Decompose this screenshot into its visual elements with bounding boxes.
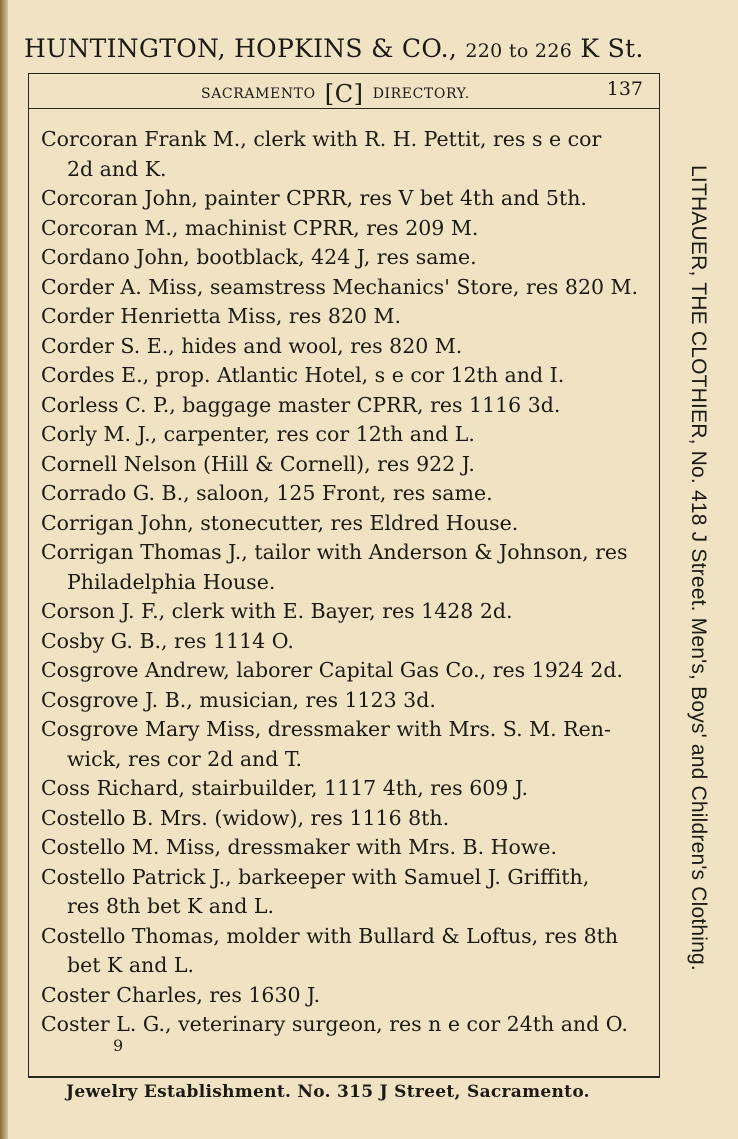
directory-entry-line: Cornell Nelson (Hill & Cornell), res 922 J.: [41, 451, 475, 476]
directory-entry-line: Cosgrove J. B., musician, res 1123 3d.: [41, 687, 436, 712]
entry-continuation-line: res 8th bet K and L.: [67, 894, 275, 918]
directory-entry-line: Costello Patrick J., barkeeper with Samuel J. Griffith,: [41, 864, 590, 889]
top-ad-name: HUNTINGTON, HOPKINS & CO.,: [24, 34, 458, 63]
directory-entry-line: Corder Henrietta Miss, res 820 M.: [41, 304, 402, 328]
directory-entry-line: Corcoran John, painter CPRR, res V bet 4th and 5th.: [41, 186, 587, 210]
entry-continuation-line: 2d and K.: [67, 156, 167, 181]
directory-entry-line: Corder S. E., hides and wool, res 820 M.: [41, 333, 463, 358]
directory-entries: [41, 125, 651, 1040]
directory-entry-line: Costello Thomas, molder with Bullard & Loftus, res 8th: [41, 923, 619, 948]
directory-entry-line: Corcoran Frank M., clerk with R. H. Pettit, res s e cor: [41, 127, 602, 151]
side-advertisement: LITHAUER, THE CLOTHIER, No. 418 J Street. Men's, Boys' and Children's Clothing.: [687, 165, 710, 971]
directory-entry-line: Corson J. F., clerk with E. Bayer, res 1428 2d.: [41, 599, 513, 623]
page-number: 137: [606, 78, 643, 100]
directory-entry-line: Coss Richard, stairbuilder, 1117 4th, res 609 J.: [41, 776, 529, 800]
directory-entry-line: Corrigan John, stonecutter, res Eldred House.: [41, 510, 519, 535]
directory-entry-line: Costello B. Mrs. (widow), res 1116 8th.: [41, 805, 450, 830]
top-ad-address: 220 to 226: [465, 40, 573, 62]
directory-entry-line: Coster Charles, res 1630 J.: [41, 982, 321, 1007]
directory-entry-line: Corrado G. B., saloon, 125 Front, res same.: [41, 481, 493, 505]
directory-entry-line: Corder A. Miss, seamstress Mechanics' Store, res 820 M.: [41, 274, 639, 299]
directory-entry-line: Corrigan Thomas J., tailor with Anderson & Johnson, res: [41, 540, 628, 564]
directory-entry-line: Costello M. Miss, dressmaker with Mrs. B. Howe.: [41, 835, 558, 859]
bottom-advertisement: Jewelry Establishment. No. 315 J Street, Sacramento.: [66, 1082, 590, 1102]
directory-entry-line: Coster L. G., veterinary surgeon, res n e cor 24th and O.: [41, 1012, 628, 1036]
page-binding-edge: [0, 0, 8, 1139]
running-head-left: SACRAMENTO: [201, 86, 316, 102]
entry-continuation-line: wick, res cor 2d and T.: [67, 746, 303, 771]
directory-entry-line: Cosby G. B., res 1114 O.: [41, 628, 294, 653]
directory-entry-line: Cordano John, bootblack, 424 J, res same.: [41, 245, 477, 269]
directory-entry-line: Cordes E., prop. Atlantic Hotel, s e cor 12th and I.: [41, 363, 565, 387]
running-head-right: DIRECTORY.: [372, 86, 470, 102]
page-frame: [28, 73, 660, 1078]
directory-entry-line: Cosgrove Mary Miss, dressmaker with Mrs. S. M. Ren-: [41, 717, 611, 741]
entry-continuation-line: Philadelphia House.: [67, 569, 276, 594]
directory-entry-line: Corless C. P., baggage master CPRR, res 1116 3d.: [41, 392, 561, 417]
running-head-title: [201, 80, 470, 108]
directory-entry-line: Corly M. J., carpenter, res cor 12th and L.: [41, 422, 475, 446]
entry-continuation-line: bet K and L.: [67, 953, 195, 977]
running-head: [29, 74, 659, 109]
top-ad-street: K St.: [580, 34, 644, 63]
signature-mark: 9: [113, 1036, 124, 1055]
top-advertisement: [24, 34, 644, 63]
directory-entry-line: Corcoran M., machinist CPRR, res 209 M.: [41, 215, 479, 240]
running-head-letter: [C]: [324, 80, 364, 108]
directory-entry-line: Cosgrove Andrew, laborer Capital Gas Co., res 1924 2d.: [41, 658, 624, 682]
